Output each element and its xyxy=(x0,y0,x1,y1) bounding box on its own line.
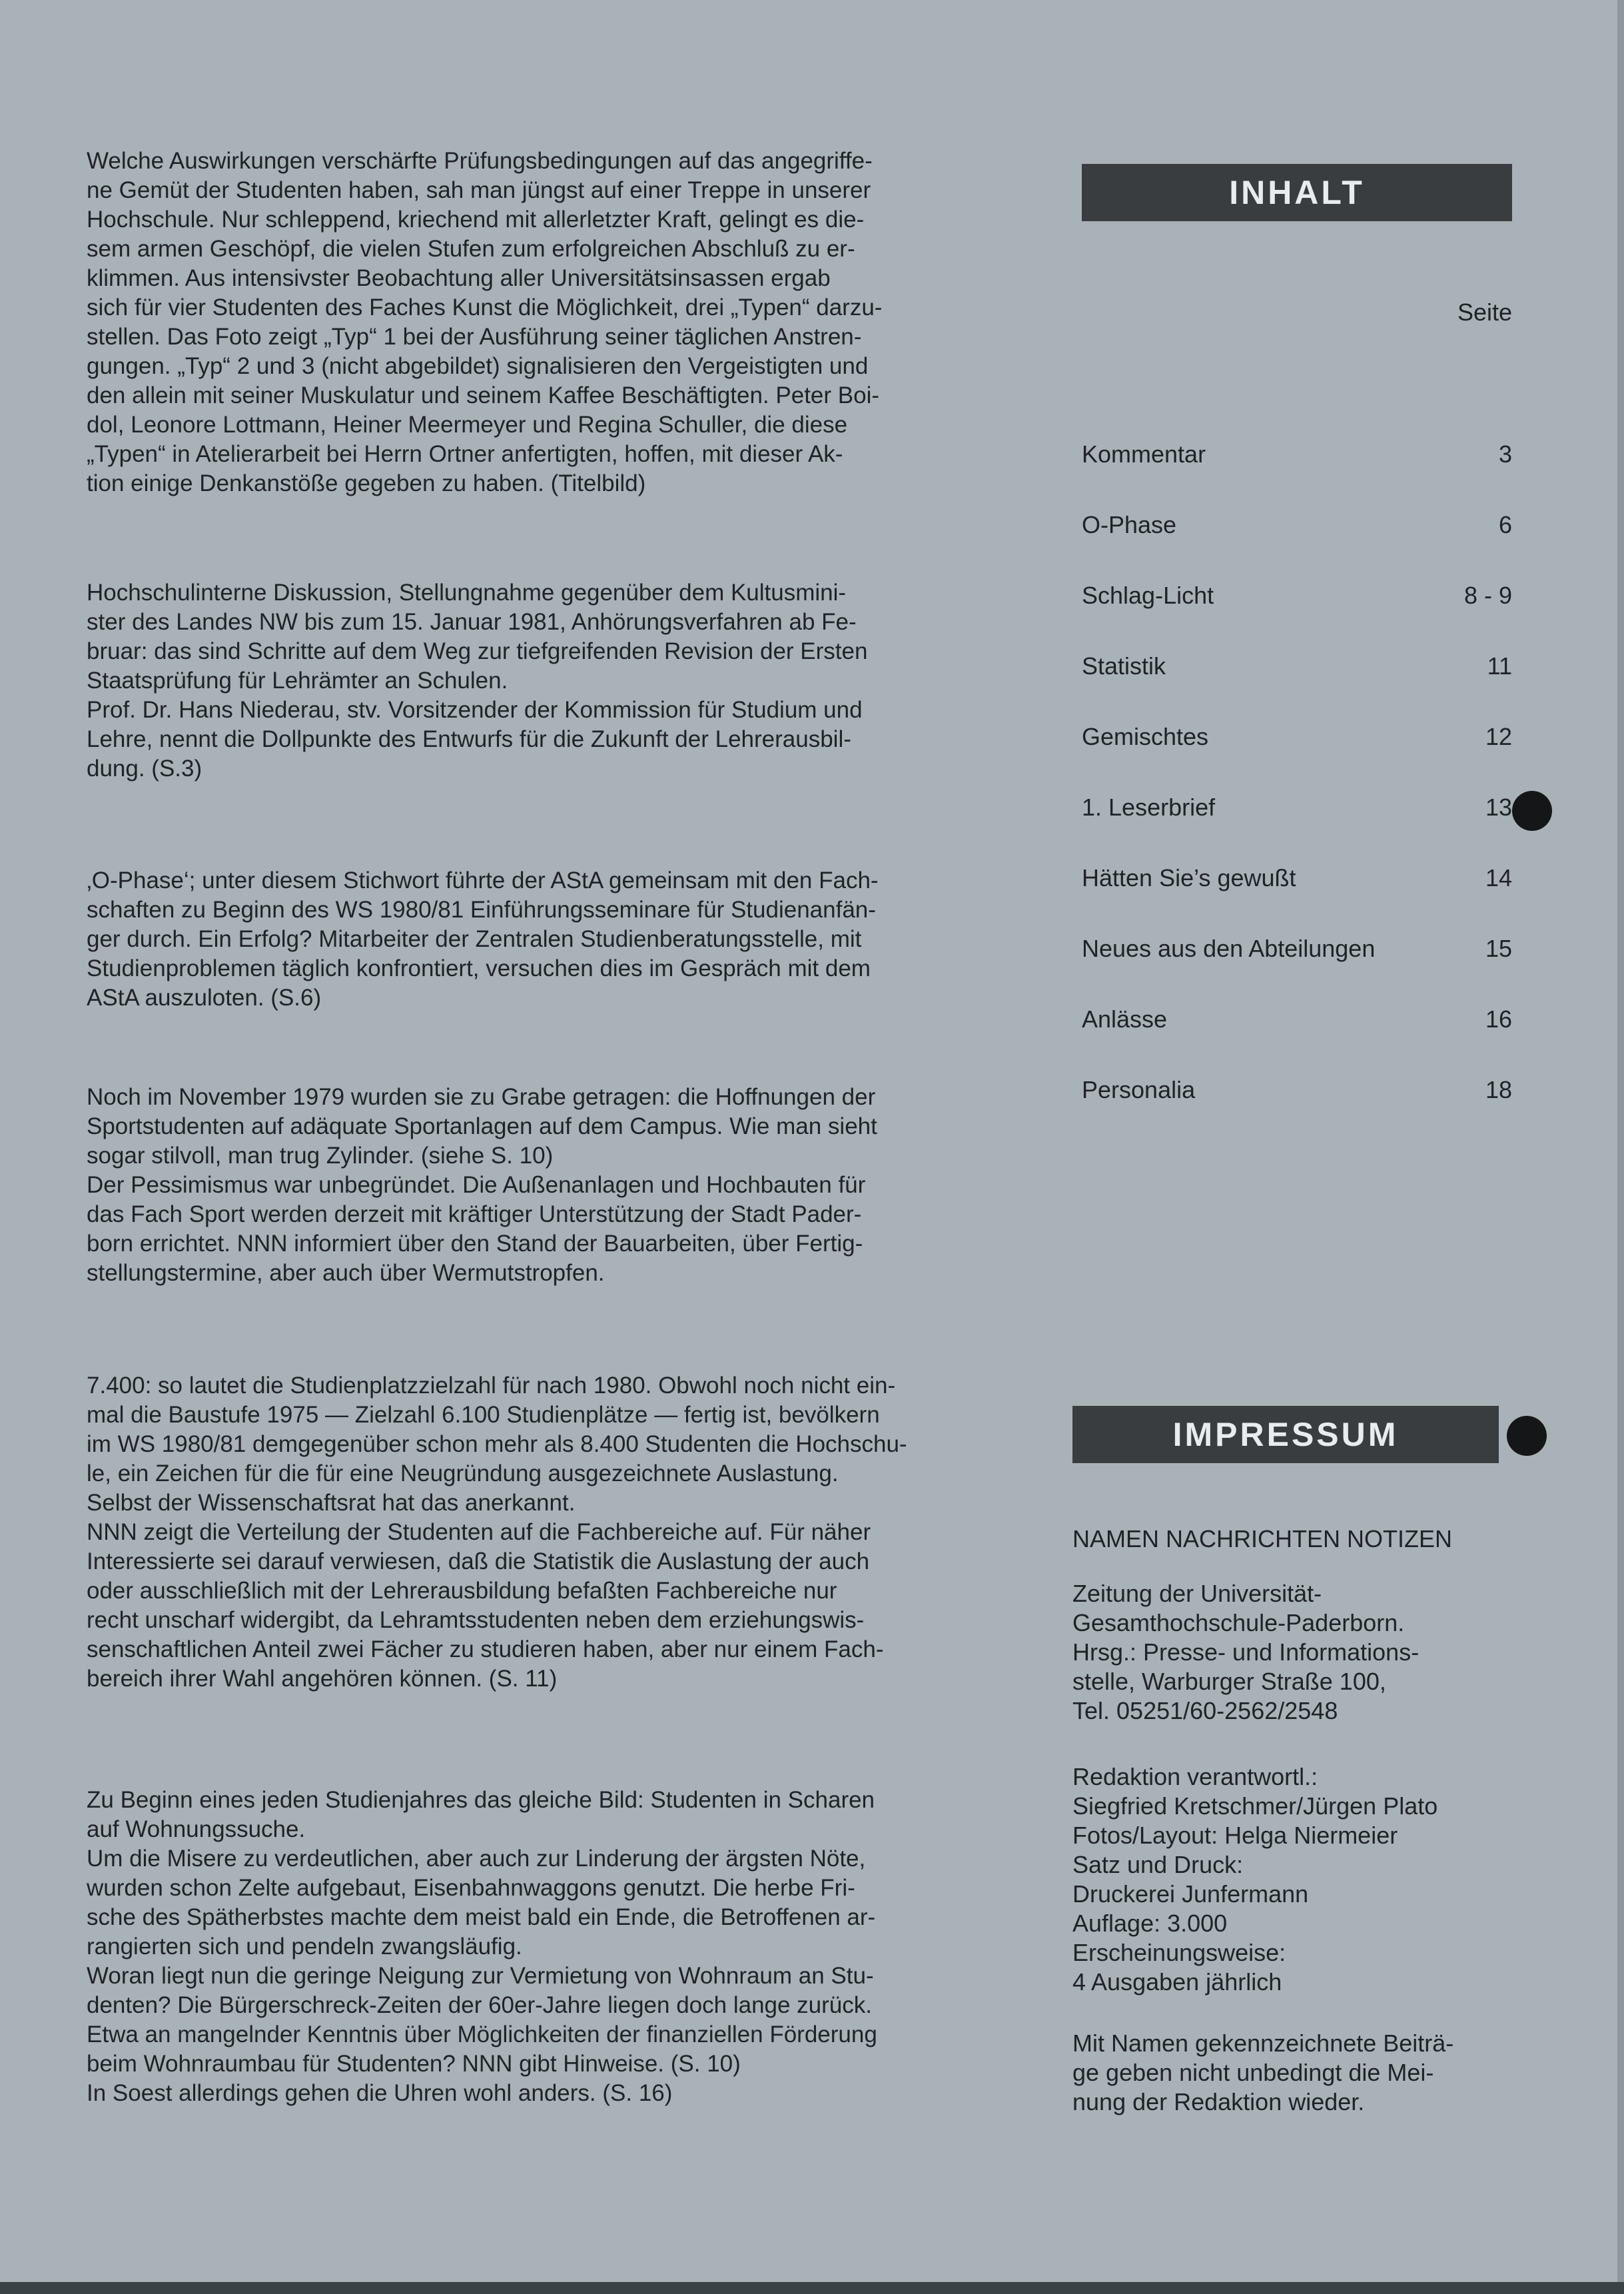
toc-item xyxy=(1082,793,1512,863)
toc-item-label: 1. Leserbrief xyxy=(1082,794,1216,821)
toc-item xyxy=(1082,1005,1512,1075)
disclaimer: Mit Namen gekennzeichnete Beiträ- ge geben nicht unbedingt die Mei- nung der Redaktion wieder. xyxy=(1072,2029,1454,2115)
toc-item-page: 13 xyxy=(1485,794,1512,821)
punch-hole-dot xyxy=(1507,1416,1547,1456)
toc-item-page: 12 xyxy=(1485,723,1512,750)
toc-item xyxy=(1082,440,1512,510)
toc-item xyxy=(1082,722,1512,793)
newspaper-name: NAMEN NACHRICHTEN NOTIZEN xyxy=(1072,1525,1453,1552)
toc-item-label: Kommentar xyxy=(1082,440,1206,468)
toc-item xyxy=(1082,863,1512,934)
summary-wohnungssuche: Zu Beginn eines jeden Studienjahres das gleiche Bild: Studenten in Scharen auf Wohnungssuche. Um die Misere zu verdeutlichen, aber auch zur Linderung der ärgsten Nöte, wurden schon Zelte aufgebaut, Eisenbahnwaggons genutzt. Die herbe Fri- sche des Spätherbstes machte dem meist bald ein Ende, die Betroffenen ar- rangierten sich und pendeln zwangsläufig. Woran liegt nun die geringe Neigung zur Vermietung von Wohnraum an Stu- denten? Die Bürgerschreck-Zeiten der 60er-Jahre liegen doch lange zurück. Etwa an mangelnder Kenntnis über Möglichkeiten der finanziellen Förderung beim Wohnraumbau für Studenten? NNN gibt Hinweise. (S. 10) In Soest allerdings gehen die Uhren wohl anders. (S. 16) xyxy=(87,1787,877,2106)
toc-item-page: 3 xyxy=(1498,440,1512,468)
summary-statistik: 7.400: so lautet die Studienplatzzielzahl für nach 1980. Obwohl noch nicht ein- mal die Baustufe 1975 — Zielzahl 6.100 Studienplätze — fertig ist, bevölkern im WS 1980/81 demgegenüber schon mehr als 8.400 Studenten die Hochschu- le, ein Zeichen für die für eine Neugründung ausgezeichnete Auslastung. Selbst der Wissenschaftsrat hat das anerkannt. NNN zeigt die Verteilung der Studenten auf die Fachbereiche auf. Für näher Interessierte sei darauf verwiesen, daß die Statistik die Auslastung der auch oder ausschließlich mit der Lehrerausbildung befaßten Fachbereiche nur recht unscharf widergibt, da Lehramtsstudenten neben dem erziehungswis- senschaftlichen Anteil zwei Fächer zu studieren haben, aber nur einem Fach- bereich ihrer Wahl angehören können. (S. 11) xyxy=(87,1373,907,1692)
toc-item-page: 8 - 9 xyxy=(1463,582,1512,609)
publisher-info: Zeitung der Universität- Gesamthochschule-Paderborn. Hrsg.: Presse- und Informations- stelle, Warburger Straße 100, Tel. 05251/60-2562/2548 xyxy=(1072,1580,1420,1724)
toc-item-label: Schlag-Licht xyxy=(1082,582,1214,609)
toc-item xyxy=(1082,581,1512,652)
toc-item-label: Statistik xyxy=(1082,652,1166,680)
toc-item-page: 6 xyxy=(1498,511,1512,538)
page-edge xyxy=(1617,0,1624,2294)
summary-o-phase: ‚O-Phase‘; unter diesem Stichwort führte der AStA gemeinsam mit den Fach- schaften zu Beginn des WS 1980/81 Einführungsseminare für Studienanfän- ger durch. Ein Erfolg? Mitarbeiter der Zentralen Studienberatungsstelle, mit Studienproblemen täglich konfrontiert, versuchen dies im Gespräch mit dem AStA auszuloten. (S.6) xyxy=(87,867,879,1011)
bottom-edge xyxy=(0,2282,1624,2294)
punch-hole-dot xyxy=(1512,791,1552,831)
table-of-contents xyxy=(1082,440,1512,1146)
toc-item xyxy=(1082,510,1512,581)
toc-item-page: 14 xyxy=(1485,864,1512,891)
toc-item-page: 16 xyxy=(1485,1005,1512,1033)
credits-info: Redaktion verantwortl.: Siegfried Kretschmer/Jürgen Plato Fotos/Layout: Helga Niermeier Satz und Druck: Druckerei Junfermann Auflage: 3.000 Erscheinungsweise: 4 Ausgaben jährlich xyxy=(1072,1763,1438,1996)
toc-item xyxy=(1082,652,1512,722)
toc-item-label: Neues aus den Abteilungen xyxy=(1082,935,1376,962)
toc-item-page: 11 xyxy=(1487,652,1512,680)
toc-item xyxy=(1082,1075,1512,1146)
toc-item-label: O-Phase xyxy=(1082,511,1177,538)
toc-item xyxy=(1082,934,1512,1005)
summary-titelbild: Welche Auswirkungen verschärfte Prüfungsbedingungen auf das angegriffe- ne Gemüt der Studenten haben, sah man jüngst auf einer Treppe in unserer Hochschule. Nur schleppend, kriechend mit allerletzter Kraft, gelingt es die- sem armen Geschöpf, die vielen Stufen zum erfolgreichen Abschluß zu er- klimmen. Aus intensivster Beobachtung aller Universitätsinsassen ergab sich für vier Studenten des Faches Kunst die Möglichkeit, drei „Typen“ darzu- stellen. Das Foto zeigt „Typ“ 1 bei der Ausführung seiner täglichen Anstren- gungen. „Typ“ 2 und 3 (nicht abgebildet) signalisieren den Vergeistigten und den allein mit seiner Muskulatur und seinem Kaffee Beschäftigten. Peter Boi- dol, Leonore Lottmann, Heiner Meermeyer und Regina Schuller, die diese „Typen“ in Atelierarbeit bei Herrn Ortner anfertigten, hoffen, mit dieser Ak- tion einige Denkanstöße gegeben zu haben. (Titelbild) xyxy=(87,148,883,496)
toc-item-page: 15 xyxy=(1485,935,1512,962)
toc-item-label: Gemischtes xyxy=(1082,723,1209,750)
summary-kommentar: Hochschulinterne Diskussion, Stellungnahme gegenüber dem Kultusmini- ster des Landes NW bis zum 15. Januar 1981, Anhörungsverfahren ab Fe- bruar: das sind Schritte auf dem Weg zur tiefgreifenden Revision der Ersten Staatsprüfung für Lehrämter an Schulen. Prof. Dr. Hans Niederau, stv. Vorsitzender der Kommission für Studium und Lehre, nennt die Dollpunkte des Entwurfs für die Zukunft der Lehrerausbil- dung. (S.3) xyxy=(87,580,868,782)
summary-sport: Noch im November 1979 wurden sie zu Grabe getragen: die Hoffnungen der Sportstudenten auf adäquate Sportanlagen auf dem Campus. Wie man sieht sogar stilvoll, man trug Zylinder. (siehe S. 10) Der Pessimismus war unbegründet. Die Außenanlagen und Hochbauten für das Fach Sport werden derzeit mit kräftiger Unterstützung der Stadt Pader- born errichtet. NNN informiert über den Stand der Bauarbeiten, über Fertig- stellungstermine, aber auch über Wermutstropfen. xyxy=(87,1084,877,1286)
toc-item-page: 18 xyxy=(1485,1076,1512,1103)
toc-item-label: Personalia xyxy=(1082,1076,1196,1103)
seite-label: Seite xyxy=(1457,298,1512,326)
toc-item-label: Hätten Sie’s gewußt xyxy=(1082,864,1296,891)
toc-item-label: Anlässe xyxy=(1082,1005,1168,1033)
inhalt-heading: INHALT xyxy=(1082,164,1512,221)
impressum-heading: IMPRESSUM xyxy=(1072,1406,1499,1463)
